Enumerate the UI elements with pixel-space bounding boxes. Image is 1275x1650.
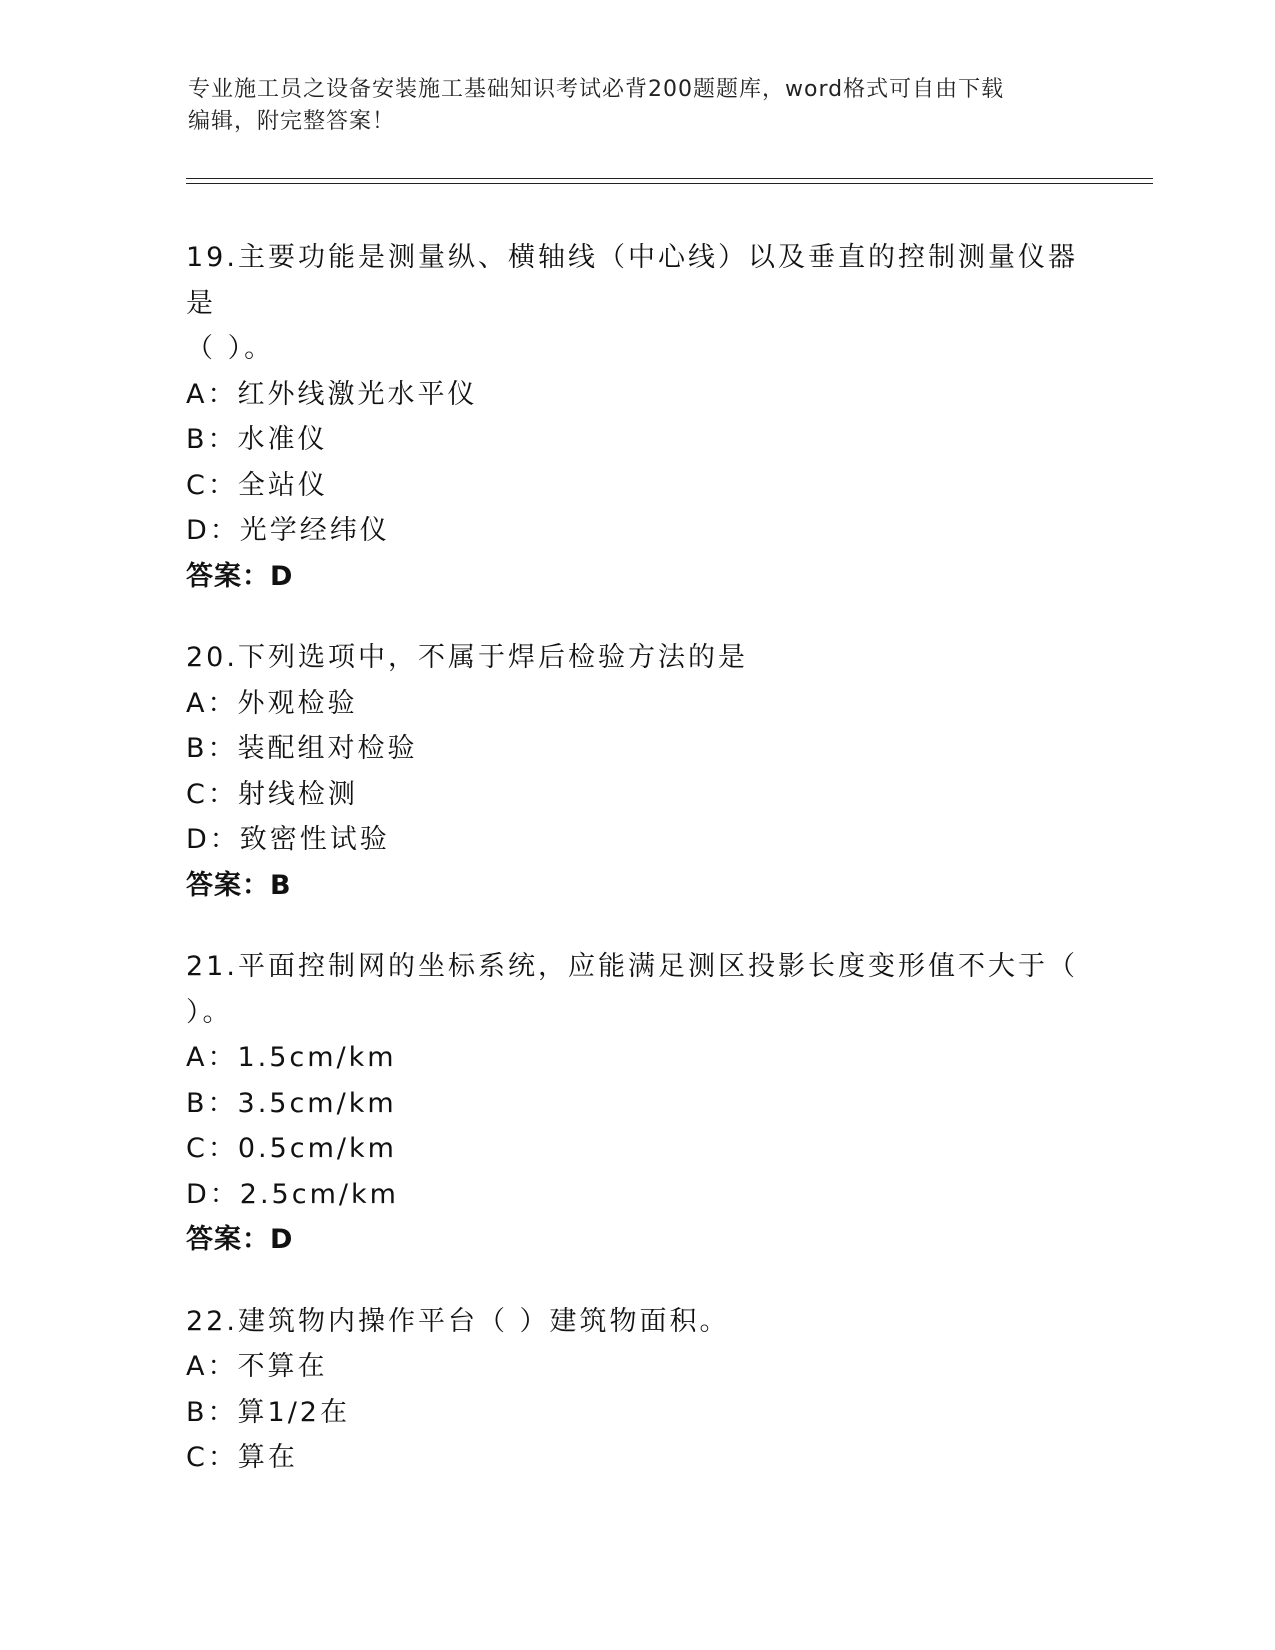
- header-line-1: 专业施工员之设备安装施工基础知识考试必背200题题库，word格式可自由下载: [188, 77, 1005, 102]
- option-d: D：致密性试验: [186, 824, 390, 855]
- question-stem-continued: （ ）。: [186, 333, 275, 364]
- question-stem: 20.下列选项中，不属于焊后检验方法的是: [186, 642, 748, 673]
- question-20: [186, 635, 1086, 908]
- option-a: A：外观检验: [186, 687, 358, 719]
- option-c: C：全站仪: [186, 469, 328, 501]
- option-b: B：3.5cm/km: [186, 1087, 397, 1119]
- option-d: D：光学经纬仪: [186, 515, 390, 546]
- option-d: D：2.5cm/km: [186, 1178, 399, 1210]
- option-c: C：0.5cm/km: [186, 1133, 397, 1164]
- option-a: A：红外线激光水平仪: [186, 378, 478, 410]
- option-b: B：水准仪: [186, 424, 328, 455]
- answer-label: 答案：D: [186, 560, 294, 592]
- question-19: [186, 235, 1086, 599]
- question-stem: 19.主要功能是测量纵、横轴线（中心线）以及垂直的控制测量仪器是: [186, 242, 1078, 319]
- option-c: C：算在: [186, 1442, 298, 1473]
- option-a: A：不算在: [186, 1351, 328, 1382]
- option-b: B：装配组对检验: [186, 733, 418, 764]
- document-header: [188, 74, 1068, 138]
- question-list: [186, 235, 1086, 1517]
- answer-label: 答案：B: [186, 869, 292, 901]
- header-line-2: 编辑，附完整答案！: [188, 109, 396, 134]
- question-22: [186, 1299, 1086, 1481]
- header-divider-top: [186, 178, 1153, 179]
- question-21: [186, 944, 1086, 1263]
- question-stem: 21.平面控制网的坐标系统，应能满足测区投影长度变形值不大于（: [186, 951, 1078, 982]
- option-b: B：算1/2在: [186, 1396, 350, 1428]
- question-stem: 22.建筑物内操作平台（ ）建筑物面积。: [186, 1305, 730, 1337]
- header-divider-bottom: [186, 183, 1153, 184]
- option-a: A：1.5cm/km: [186, 1042, 397, 1073]
- option-c: C：射线检测: [186, 778, 358, 810]
- question-stem-continued: ）。: [186, 996, 233, 1028]
- answer-label: 答案：D: [186, 1224, 294, 1255]
